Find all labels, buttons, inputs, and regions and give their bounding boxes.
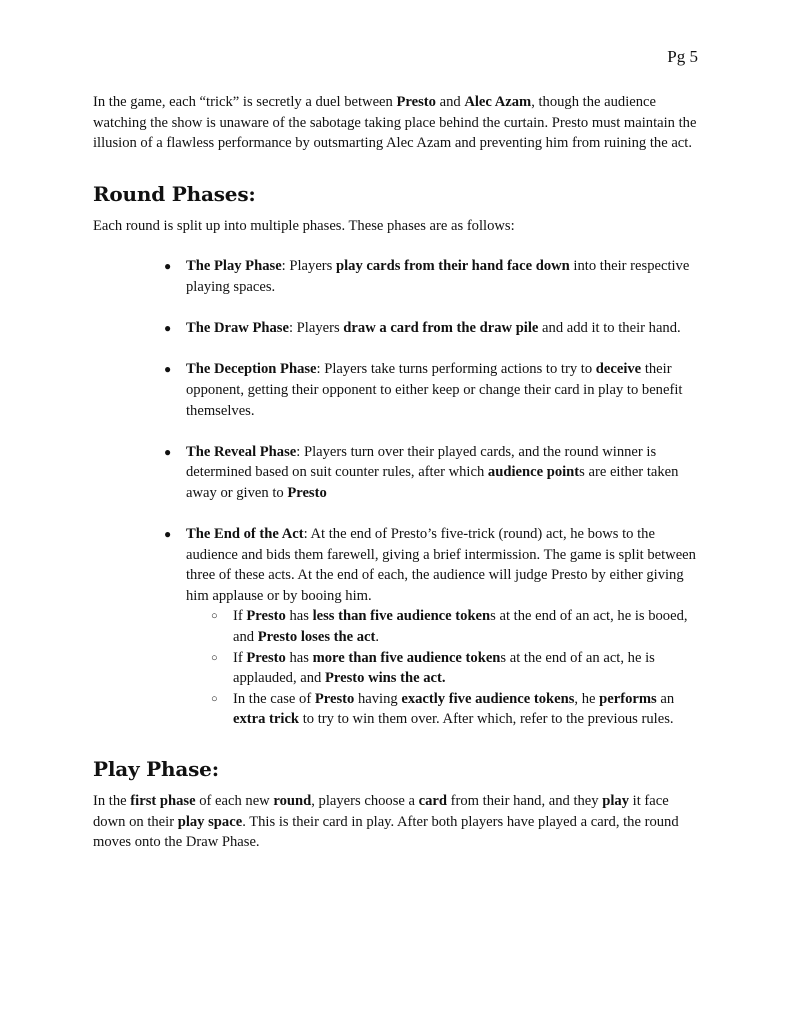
bullet-icon: ●	[164, 259, 172, 274]
bullet-icon: ●	[164, 527, 172, 542]
bullet-icon: ●	[164, 444, 172, 459]
sub-item-extra-trick: ○ In the case of Presto having exactly five audience tokens, he performs an extra trick to try to win them over. After which, refer to the previous rules.	[211, 690, 675, 728]
round-phases-heading: Round Phases:	[93, 181, 256, 206]
hollow-bullet-icon: ○	[211, 692, 218, 705]
play-phase-heading: Play Phase:	[93, 757, 219, 782]
phase-list	[93, 256, 703, 730]
phase-item-reveal: ● The Reveal Phase: Players turn over their played cards, and the round winner is determined based on suit counter rules, after which audience points are either taken away or given to Presto	[164, 443, 679, 501]
sub-item-booed: ○ If Presto has less than five audience tokens at the end of an act, he is booed, and Presto loses the act.	[211, 608, 688, 646]
hollow-bullet-icon: ○	[211, 651, 218, 664]
document-body	[93, 92, 703, 853]
sub-item-applauded: ○ If Presto has more than five audience tokens at the end of an act, he is applauded, and Presto wins the act.	[211, 649, 655, 687]
bullet-icon: ●	[164, 321, 172, 336]
phase-item-draw: ● The Draw Phase: Players draw a card from the draw pile and add it to their hand.	[186, 318, 703, 339]
end-of-act-sub-list	[186, 606, 703, 730]
phase-item-deception: ● The Deception Phase: Players take turns performing actions to try to deceive their opponent, getting their opponent to either keep or change their card in play to benefit themselves.	[164, 361, 683, 419]
intro-paragraph: In the game, each “trick” is secretly a duel between Presto and Alec Azam, though the audience watching the show is unaware of the sabotage taking place behind the curtain. Presto must maintain the illusion of a flawless performance by outsmarting Alec Azam and preventing him from ruining the act.	[93, 94, 697, 152]
page-number: Pg 5	[667, 47, 698, 66]
bullet-icon: ●	[164, 362, 172, 377]
phase-item-play: ● The Play Phase: Players play cards from their hand face down into their respective playing spaces.	[164, 258, 690, 295]
round-phases-lead: Each round is split up into multiple phases. These phases are as follows:	[93, 217, 515, 234]
play-phase-paragraph: In the first phase of each new round, players choose a card from their hand, and they play it face down on their play space. This is their card in play. After both players have played a card, the round moves onto the Draw Phase.	[93, 793, 679, 851]
hollow-bullet-icon: ○	[211, 610, 218, 623]
phase-item-end-of-act: ● The End of the Act: At the end of Presto’s five-trick (round) act, he bows to the audience and bids them farewell, giving a brief intermission. The game is split between three of these acts. At the end of each, the audience will judge Presto by either giving him applause or by booing him. ○ If Presto has less than five audience tokens at the end of an act, he is booed, and Presto loses the act. ○ If Presto has more than five audience tokens at the end of an act, he is applauded, and Presto wins the act. ○ In the case of Presto having exactly five audience tokens, he performs an extra trick to try to win them over. After which, refer to the previous rules.	[186, 524, 703, 730]
